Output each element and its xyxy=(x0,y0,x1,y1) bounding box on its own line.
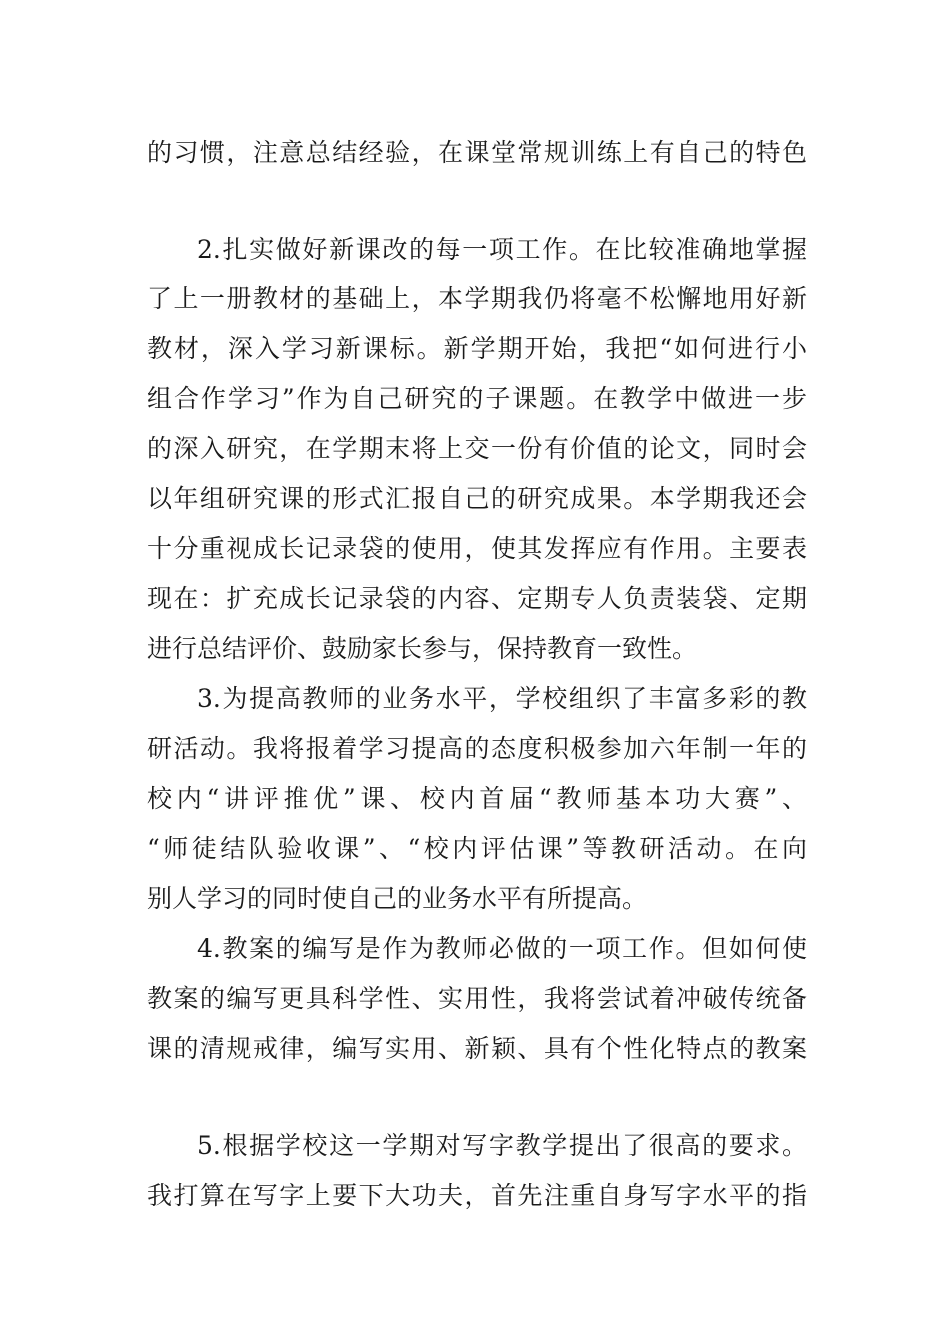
text-line-16: 4.教案的编写是作为教师必做的一项工作。但如何使 xyxy=(197,934,807,963)
text-line-15: 别人学习的同时使自己的业务水平有所提高。 xyxy=(147,884,648,913)
text-line-4: 教材，深入学习新课标。新学期开始，我把“如何进行小 xyxy=(147,334,807,363)
text-line-9: 现在：扩充成长记录袋的内容、定期专人负责装袋、定期 xyxy=(147,584,807,613)
text-line-6: 的深入研究，在学期末将上交一份有价值的论文，同时会 xyxy=(147,434,807,463)
text-line-1: 的习惯，注意总结经验，在课堂常规训练上有自己的特色 xyxy=(147,138,807,167)
text-line-8: 十分重视成长记录袋的使用，使其发挥应有作用。主要表 xyxy=(147,534,807,563)
text-line-2: 2.扎实做好新课改的每一项工作。在比较准确地掌握 xyxy=(197,235,807,264)
text-line-18: 课的清规戒律，编写实用、新颖、具有个性化特点的教案 xyxy=(147,1034,807,1063)
text-line-19: 5.根据学校这一学期对写字教学提出了很高的要求。 xyxy=(197,1131,807,1160)
text-line-17: 教案的编写更具科学性、实用性，我将尝试着冲破传统备 xyxy=(147,984,807,1013)
text-line-20: 我打算在写字上要下大功夫，首先注重自身写字水平的指 xyxy=(147,1181,807,1210)
text-line-14: “师徒结队验收课”、“校内评估课”等教研活动。在向 xyxy=(147,834,807,863)
text-line-10: 进行总结评价、鼓励家长参与，保持教育一致性。 xyxy=(147,634,698,663)
text-line-11: 3.为提高教师的业务水平，学校组织了丰富多彩的教 xyxy=(197,684,807,713)
text-line-7: 以年组研究课的形式汇报自己的研究成果。本学期我还会 xyxy=(147,484,807,513)
text-line-13: 校内“讲评推优”课、校内首届“教师基本功大赛”、 xyxy=(147,784,807,813)
text-line-5: 组合作学习”作为自己研究的子课题。在教学中做进一步 xyxy=(147,384,807,413)
text-line-3: 了上一册教材的基础上，本学期我仍将毫不松懈地用好新 xyxy=(147,284,807,313)
text-line-12: 研活动。我将报着学习提高的态度积极参加六年制一年的 xyxy=(147,734,807,763)
